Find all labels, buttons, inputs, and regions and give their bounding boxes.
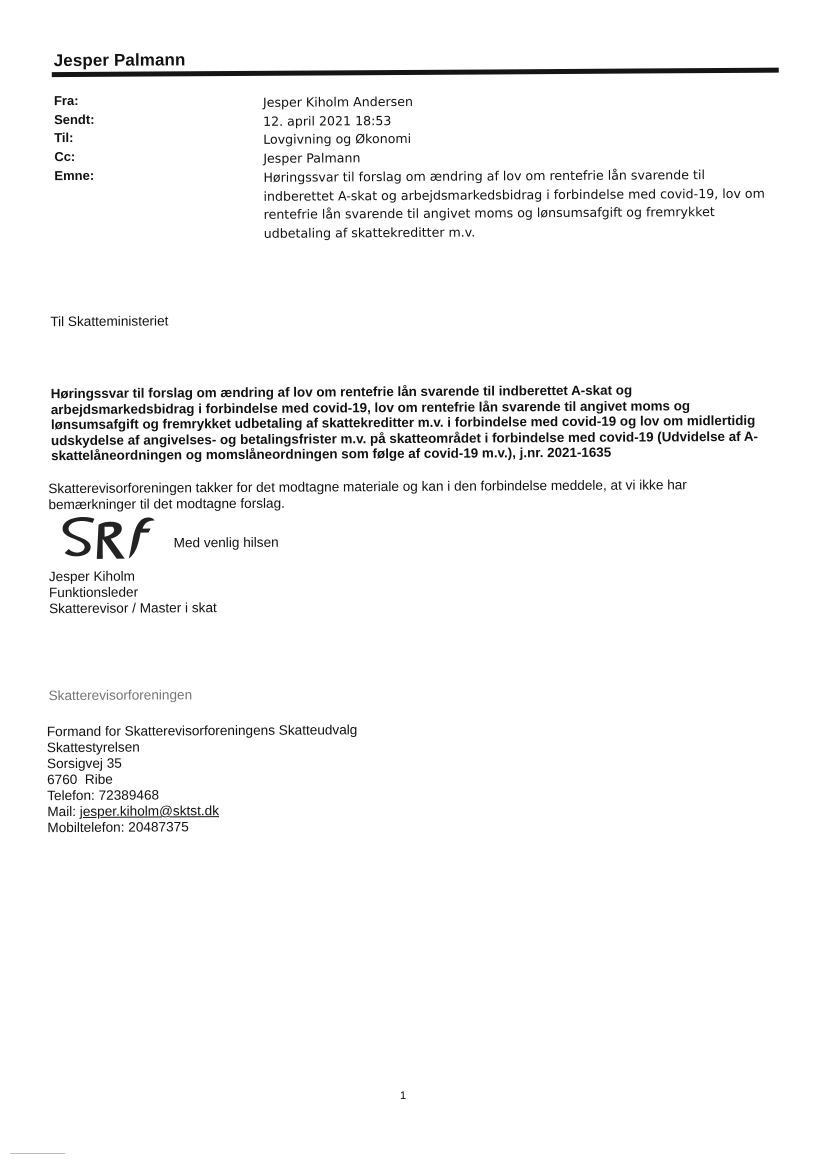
contact-city: 6760 Ribe — [47, 771, 113, 788]
mobile-label: Mobiltelefon: — [47, 819, 129, 836]
organization-name: Skatterevisorforeningen — [48, 687, 193, 704]
cc-value: Jesper Palmann — [263, 150, 361, 166]
from-label: Fra: — [53, 92, 79, 109]
mail-link[interactable]: jesper.kiholm@sktst.dk — [79, 803, 220, 819]
scan-mark — [10, 1153, 65, 1154]
srf-logo-icon — [62, 514, 154, 565]
contact-street: Sorsigvej 35 — [46, 755, 122, 772]
mobile-value: 20487375 — [128, 819, 189, 835]
phone-value: 72389468 — [98, 787, 160, 803]
signature-name: Jesper Kiholm — [48, 568, 136, 585]
intro-paragraph: Skatterevisorforeningen takker for det modtagne materiale og kan i den forbindelse meddele, at vi ikke har bemærkninger til det modtagne forslag. — [48, 477, 687, 513]
contact-role: Formand for Skatterevisorforeningens Skatteudvalg — [46, 722, 358, 740]
signature-block — [49, 568, 217, 617]
sent-label: Sendt: — [54, 111, 95, 128]
salutation: Til Skatteministeriet — [50, 313, 169, 330]
to-label: Til: — [54, 129, 74, 146]
contact-phone-line — [47, 786, 358, 804]
phone-label: Telefon: — [47, 787, 99, 804]
to-value: Lovgivning og Økonomi — [263, 130, 412, 147]
closing: Med venlig hilsen — [173, 534, 279, 551]
contact-mail-line — [47, 802, 358, 820]
sent-value: 12. april 2021 18:53 — [263, 113, 392, 129]
contact-block — [47, 722, 358, 836]
signature-title: Skatterevisor / Master i skat — [49, 600, 217, 617]
contact-mobile-line — [47, 818, 358, 836]
letter-heading: Høringssvar til forslag om ændring af lov om rentefrie lån svarende til indberettet A-skat og arbejdsmarkedsbidrag i forbindelse med covid-19, lov om rentefrie lån svarende til angivet moms og lønsumsafgift og fremrykket udbetaling af skattekreditter m.v. i forbindelse med covid-19 og lov om midlertidig udskydelse af angivelses- og betalingsfrister m.v. på skatteområdet i forbindelse med covid-19 (Udvidelse af A-skattelåneordningen og momslåneordningen som følge af covid-19 m.v.), j.nr. 2021-1635 — [50, 382, 759, 464]
page-number: 1 — [399, 1089, 407, 1103]
contact-agency: Skattestyrelsen — [46, 739, 140, 756]
subject-label: Emne: — [54, 167, 95, 184]
subject-value: Høringssvar til forslag om ændring af lov om rentefrie lån svarende til indberettet A-skat og arbejdsmarkedsbidrag i forbindelse med covid-19, lov om rentefrie lån svarende til angivet moms og lønsumsafgift og fremrykket udbetaling af skattekreditter m.v. — [263, 167, 765, 241]
from-value: Jesper Kiholm Andersen — [262, 93, 413, 110]
cc-label: Cc: — [54, 148, 76, 165]
sender-name: Jesper Palmann — [53, 50, 186, 71]
signature-role: Funktionsleder — [48, 584, 139, 601]
mail-label: Mail: — [47, 803, 80, 820]
